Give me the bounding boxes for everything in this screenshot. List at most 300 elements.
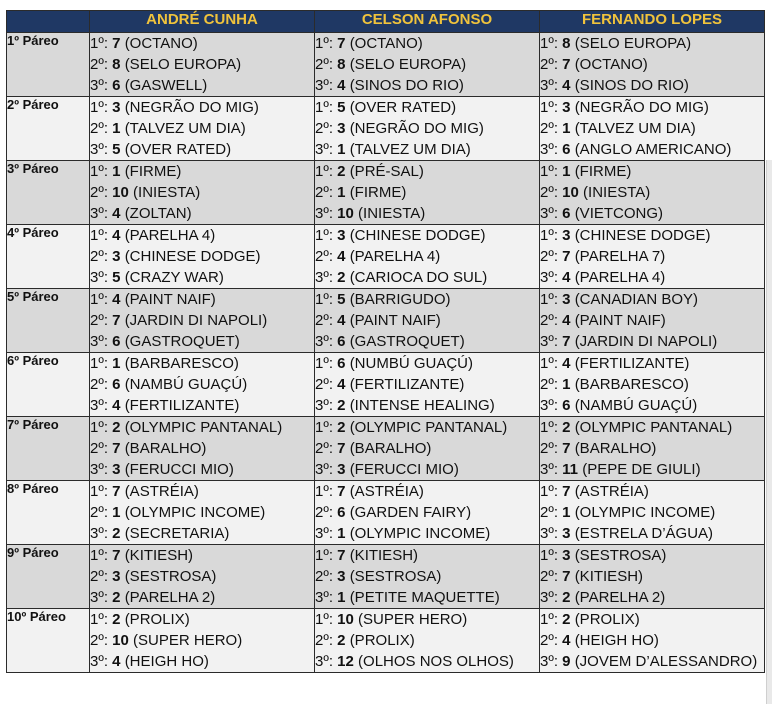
- pick-number: 7: [112, 312, 121, 329]
- horse-name: (GASTROQUET): [349, 333, 465, 350]
- pick-number: 5: [337, 291, 346, 308]
- pick-number: 4: [562, 632, 571, 649]
- pick-number: 6: [562, 205, 571, 222]
- horse-name: (PROLIX): [574, 611, 640, 628]
- pick-number: 1: [337, 525, 346, 542]
- pick-number: 4: [112, 653, 121, 670]
- pick-position: 2º:: [540, 504, 558, 521]
- pick-position: 1º:: [540, 355, 558, 372]
- pick-number: 4: [337, 248, 346, 265]
- pick-line: [315, 523, 539, 544]
- picks-cell-fernando-lopes: [540, 225, 765, 289]
- pick-number: 7: [337, 483, 346, 500]
- pick-number: 1: [112, 120, 121, 137]
- horse-name: (ASTRÉIA): [574, 483, 649, 500]
- horse-name: (PROLIX): [349, 632, 415, 649]
- horse-name: (OLYMPIC INCOME): [574, 504, 716, 521]
- pick-line: [90, 75, 314, 96]
- pick-line: [90, 225, 314, 246]
- pick-number: 3: [562, 227, 571, 244]
- pick-line: [90, 267, 314, 288]
- pick-position: 1º:: [315, 355, 333, 372]
- horse-name: (INIESTA): [358, 205, 426, 222]
- pick-number: 4: [112, 397, 121, 414]
- pick-position: 1º:: [90, 355, 108, 372]
- header-cell-fernando-lopes: FERNANDO LOPES: [540, 11, 765, 33]
- pick-number: 6: [562, 397, 571, 414]
- pick-number: 2: [562, 589, 571, 606]
- pick-number: 1: [337, 589, 346, 606]
- horse-name: (ESTRELA D’ÁGUA): [574, 525, 714, 542]
- pick-number: 2: [112, 589, 121, 606]
- pick-number: 5: [112, 141, 121, 158]
- pick-number: 4: [562, 355, 571, 372]
- horse-name: (NEGRÃO DO MIG): [124, 99, 259, 116]
- table-row: [7, 353, 765, 417]
- pick-position: 1º:: [315, 483, 333, 500]
- pick-position: 2º:: [540, 248, 558, 265]
- pick-position: 2º:: [315, 632, 333, 649]
- horse-name: (SECRETARIA): [124, 525, 230, 542]
- picks-cell-celson-afonso: [315, 417, 540, 481]
- pick-number: 3: [112, 461, 121, 478]
- pick-number: 1: [337, 141, 346, 158]
- pick-line: [90, 395, 314, 416]
- pick-line: [540, 203, 764, 224]
- header-row: [7, 11, 765, 33]
- pick-position: 3º:: [315, 589, 333, 606]
- horse-name: (BARALHO): [349, 440, 432, 457]
- table-row: [7, 161, 765, 225]
- pick-number: 7: [562, 56, 571, 73]
- horse-name: (PEPE DE GIULI): [582, 461, 701, 478]
- horse-name: (INIESTA): [133, 184, 201, 201]
- pick-position: 3º:: [540, 333, 558, 350]
- pick-position: 3º:: [540, 653, 558, 670]
- horse-name: (ZOLTAN): [124, 205, 192, 222]
- pick-number: 6: [337, 504, 346, 521]
- pick-position: 2º:: [315, 184, 333, 201]
- pick-number: 11: [562, 461, 579, 478]
- pick-number: 2: [112, 525, 121, 542]
- pick-number: 1: [562, 163, 571, 180]
- picks-cell-fernando-lopes: [540, 289, 765, 353]
- pick-position: 1º:: [540, 419, 558, 436]
- picks-cell-celson-afonso: [315, 353, 540, 417]
- horse-name: (PROLIX): [124, 611, 190, 628]
- pick-position: 1º:: [90, 547, 108, 564]
- pick-position: 2º:: [90, 440, 108, 457]
- pick-position: 2º:: [540, 312, 558, 329]
- pick-line: [90, 33, 314, 54]
- horse-name: (SINOS DO RIO): [574, 77, 689, 94]
- pick-position: 3º:: [540, 589, 558, 606]
- horse-name: (OCTANO): [124, 35, 198, 52]
- pick-line: [315, 310, 539, 331]
- picks-cell-fernando-lopes: [540, 545, 765, 609]
- race-label: 9º Páreo: [7, 545, 90, 609]
- pick-number: 1: [112, 504, 121, 521]
- race-label: 10º Páreo: [7, 609, 90, 673]
- pick-position: 3º:: [540, 397, 558, 414]
- pick-position: 3º:: [315, 653, 333, 670]
- picks-cell-fernando-lopes: [540, 417, 765, 481]
- pick-line: [540, 651, 764, 672]
- horse-name: (FERTILIZANTE): [574, 355, 690, 372]
- horse-name: (CANADIAN BOY): [574, 291, 699, 308]
- horse-name: (ANGLO AMERICANO): [574, 141, 732, 158]
- horse-name: (BARBARESCO): [574, 376, 689, 393]
- picks-cell-fernando-lopes: [540, 481, 765, 545]
- pick-line: [90, 481, 314, 502]
- picks-cell-andre-cunha: [90, 417, 315, 481]
- horse-name: (TALVEZ UM DIA): [124, 120, 246, 137]
- pick-line: [540, 417, 764, 438]
- pick-number: 5: [337, 99, 346, 116]
- horse-name: (SESTROSA): [574, 547, 667, 564]
- horse-name: (CARIOCA DO SUL): [349, 269, 488, 286]
- table-row: [7, 417, 765, 481]
- horse-name: (PARELHA 2): [124, 589, 216, 606]
- horse-name: (OVER RATED): [349, 99, 457, 116]
- pick-position: 1º:: [90, 35, 108, 52]
- pick-line: [540, 182, 764, 203]
- horse-name: (BARALHO): [574, 440, 657, 457]
- horse-name: (FIRME): [124, 163, 182, 180]
- horse-name: (OLYMPIC PANTANAL): [124, 419, 283, 436]
- header-corner-cell: [7, 11, 90, 33]
- pick-number: 3: [562, 525, 571, 542]
- pick-line: [540, 118, 764, 139]
- horse-name: (PAINT NAIF): [124, 291, 216, 308]
- pick-line: [315, 651, 539, 672]
- horse-name: (NAMBÚ GUAÇÚ): [574, 397, 698, 414]
- pick-position: 1º:: [540, 483, 558, 500]
- race-label: 3º Páreo: [7, 161, 90, 225]
- table-row: [7, 609, 765, 673]
- pick-number: 3: [562, 99, 571, 116]
- race-label: 1º Páreo: [7, 33, 90, 97]
- picks-cell-andre-cunha: [90, 161, 315, 225]
- horse-name: (PARELHA 4): [124, 227, 216, 244]
- pick-line: [90, 139, 314, 160]
- pick-line: [540, 310, 764, 331]
- horse-name: (INTENSE HEALING): [349, 397, 495, 414]
- picks-cell-celson-afonso: [315, 545, 540, 609]
- pick-line: [315, 630, 539, 651]
- picks-cell-celson-afonso: [315, 609, 540, 673]
- pick-number: 2: [337, 163, 346, 180]
- pick-number: 1: [562, 504, 571, 521]
- horse-name: (OLYMPIC INCOME): [349, 525, 491, 542]
- pick-number: 3: [562, 291, 571, 308]
- pick-line: [540, 246, 764, 267]
- pick-position: 3º:: [540, 141, 558, 158]
- picks-cell-celson-afonso: [315, 481, 540, 545]
- pick-position: 3º:: [315, 269, 333, 286]
- pick-position: 1º:: [540, 227, 558, 244]
- pick-number: 3: [112, 568, 121, 585]
- pick-number: 4: [562, 77, 571, 94]
- table-row: [7, 225, 765, 289]
- pick-number: 3: [337, 568, 346, 585]
- pick-line: [540, 97, 764, 118]
- pick-line: [540, 161, 764, 182]
- pick-position: 2º:: [90, 248, 108, 265]
- pick-number: 2: [337, 419, 346, 436]
- pick-position: 1º:: [540, 163, 558, 180]
- picks-cell-fernando-lopes: [540, 97, 765, 161]
- pick-position: 2º:: [315, 248, 333, 265]
- horse-name: (FERUCCI MIO): [124, 461, 234, 478]
- pick-number: 4: [562, 312, 571, 329]
- pick-number: 1: [562, 376, 571, 393]
- race-label: 5º Páreo: [7, 289, 90, 353]
- horse-name: (JARDIN DI NAPOLI): [124, 312, 268, 329]
- pick-position: 2º:: [540, 568, 558, 585]
- pick-line: [90, 246, 314, 267]
- pick-position: 1º:: [315, 419, 333, 436]
- horse-name: (GASWELL): [124, 77, 208, 94]
- pick-number: 4: [337, 77, 346, 94]
- horse-name: (OCTANO): [349, 35, 423, 52]
- pick-position: 1º:: [315, 99, 333, 116]
- pick-line: [315, 587, 539, 608]
- pick-number: 2: [337, 269, 346, 286]
- picks-cell-andre-cunha: [90, 545, 315, 609]
- pick-line: [540, 630, 764, 651]
- horse-name: (CHINESE DODGE): [349, 227, 486, 244]
- pick-number: 7: [562, 568, 571, 585]
- pick-number: 2: [112, 419, 121, 436]
- pick-number: 1: [112, 163, 121, 180]
- race-label: 6º Páreo: [7, 353, 90, 417]
- horse-name: (FERUCCI MIO): [349, 461, 459, 478]
- pick-line: [90, 523, 314, 544]
- horse-name: (PARELHA 4): [574, 269, 666, 286]
- tips-sheet: [6, 10, 765, 673]
- pick-number: 1: [562, 120, 571, 137]
- pick-line: [90, 161, 314, 182]
- pick-position: 2º:: [540, 120, 558, 137]
- header-cell-celson-afonso: CELSON AFONSO: [315, 11, 540, 33]
- horse-name: (ASTRÉIA): [349, 483, 424, 500]
- pick-position: 1º:: [90, 291, 108, 308]
- pick-number: 10: [562, 184, 579, 201]
- pick-position: 2º:: [90, 56, 108, 73]
- pick-number: 2: [562, 611, 571, 628]
- pick-position: 3º:: [90, 77, 108, 94]
- pick-position: 2º:: [315, 568, 333, 585]
- horse-name: (ASTRÉIA): [124, 483, 199, 500]
- table-row: [7, 545, 765, 609]
- pick-position: 2º:: [315, 376, 333, 393]
- pick-line: [315, 502, 539, 523]
- pick-line: [90, 438, 314, 459]
- pick-line: [90, 459, 314, 480]
- pick-number: 10: [337, 611, 354, 628]
- horse-name: (SUPER HERO): [133, 632, 243, 649]
- horse-name: (SELO EUROPA): [574, 35, 692, 52]
- pick-position: 3º:: [315, 333, 333, 350]
- horse-name: (PETITE MAQUETTE): [349, 589, 500, 606]
- pick-position: 1º:: [540, 611, 558, 628]
- horse-name: (HEIGH HO): [124, 653, 209, 670]
- tips-body: [7, 33, 765, 673]
- pick-position: 3º:: [90, 525, 108, 542]
- horse-name: (OVER RATED): [124, 141, 232, 158]
- horse-name: (CRAZY WAR): [124, 269, 224, 286]
- pick-position: 3º:: [90, 397, 108, 414]
- horse-name: (BARBARESCO): [124, 355, 239, 372]
- picks-cell-andre-cunha: [90, 353, 315, 417]
- pick-position: 1º:: [315, 163, 333, 180]
- pick-line: [540, 139, 764, 160]
- pick-line: [315, 75, 539, 96]
- pick-number: 3: [112, 99, 121, 116]
- horse-name: (FIRME): [574, 163, 632, 180]
- pick-line: [315, 395, 539, 416]
- pick-position: 3º:: [315, 141, 333, 158]
- horse-name: (OLYMPIC INCOME): [124, 504, 266, 521]
- pick-position: 3º:: [315, 205, 333, 222]
- horse-name: (KITIESH): [124, 547, 194, 564]
- pick-position: 2º:: [315, 120, 333, 137]
- pick-position: 2º:: [90, 184, 108, 201]
- pick-number: 4: [112, 291, 121, 308]
- pick-position: 3º:: [315, 397, 333, 414]
- pick-line: [90, 630, 314, 651]
- pick-line: [315, 459, 539, 480]
- horse-name: (GASTROQUET): [124, 333, 240, 350]
- horse-name: (OCTANO): [574, 56, 648, 73]
- horse-name: (PARELHA 2): [574, 589, 666, 606]
- pick-position: 1º:: [315, 35, 333, 52]
- pick-line: [90, 651, 314, 672]
- horse-name: (CHINESE DODGE): [574, 227, 711, 244]
- pick-line: [90, 289, 314, 310]
- pick-number: 10: [337, 205, 354, 222]
- picks-cell-fernando-lopes: [540, 161, 765, 225]
- pick-number: 4: [337, 312, 346, 329]
- picks-cell-andre-cunha: [90, 289, 315, 353]
- pick-position: 3º:: [540, 461, 558, 478]
- horse-name: (SELO EUROPA): [349, 56, 467, 73]
- pick-line: [315, 203, 539, 224]
- pick-line: [540, 33, 764, 54]
- pick-line: [540, 54, 764, 75]
- horse-name: (PRÉ-SAL): [349, 163, 424, 180]
- pick-line: [90, 417, 314, 438]
- pick-number: 2: [562, 419, 571, 436]
- pick-position: 1º:: [90, 611, 108, 628]
- pick-line: [315, 353, 539, 374]
- pick-number: 1: [337, 184, 346, 201]
- pick-number: 4: [112, 227, 121, 244]
- picks-cell-celson-afonso: [315, 289, 540, 353]
- pick-number: 8: [337, 56, 346, 73]
- pick-number: 1: [112, 355, 121, 372]
- pick-position: 3º:: [90, 461, 108, 478]
- tips-table: [6, 10, 765, 673]
- pick-position: 1º:: [315, 227, 333, 244]
- pick-line: [315, 609, 539, 630]
- pick-number: 2: [112, 611, 121, 628]
- pick-line: [540, 523, 764, 544]
- horse-name: (JOVEM D’ALESSANDRO): [574, 653, 758, 670]
- pick-number: 3: [337, 227, 346, 244]
- pick-line: [90, 97, 314, 118]
- horse-name: (SUPER HERO): [358, 611, 468, 628]
- horse-name: (PAINT NAIF): [574, 312, 666, 329]
- pick-position: 2º:: [540, 56, 558, 73]
- horse-name: (PAINT NAIF): [349, 312, 441, 329]
- picks-cell-andre-cunha: [90, 225, 315, 289]
- horse-name: (NUMBÚ GUAÇÚ): [349, 355, 474, 372]
- pick-position: 1º:: [540, 547, 558, 564]
- pick-line: [315, 225, 539, 246]
- pick-line: [315, 182, 539, 203]
- pick-line: [540, 267, 764, 288]
- horse-name: (SESTROSA): [349, 568, 442, 585]
- pick-line: [315, 33, 539, 54]
- pick-position: 2º:: [90, 504, 108, 521]
- pick-position: 2º:: [90, 632, 108, 649]
- pick-line: [315, 417, 539, 438]
- pick-position: 2º:: [90, 120, 108, 137]
- horse-name: (BARALHO): [124, 440, 207, 457]
- pick-number: 7: [337, 440, 346, 457]
- pick-number: 7: [337, 547, 346, 564]
- pick-number: 8: [562, 35, 571, 52]
- horse-name: (OLYMPIC PANTANAL): [574, 419, 733, 436]
- pick-number: 7: [562, 333, 571, 350]
- pick-line: [90, 182, 314, 203]
- pick-line: [315, 118, 539, 139]
- horse-name: (SINOS DO RIO): [349, 77, 464, 94]
- pick-position: 2º:: [540, 440, 558, 457]
- pick-number: 4: [112, 205, 121, 222]
- pick-number: 7: [562, 440, 571, 457]
- pick-position: 1º:: [315, 291, 333, 308]
- picks-cell-celson-afonso: [315, 97, 540, 161]
- pick-position: 2º:: [90, 568, 108, 585]
- pick-number: 3: [112, 248, 121, 265]
- pick-position: 1º:: [315, 611, 333, 628]
- horse-name: (TALVEZ UM DIA): [349, 141, 471, 158]
- pick-position: 1º:: [90, 99, 108, 116]
- pick-position: 1º:: [540, 35, 558, 52]
- pick-number: 7: [337, 35, 346, 52]
- race-label: 2º Páreo: [7, 97, 90, 161]
- pick-line: [315, 54, 539, 75]
- pick-number: 3: [337, 120, 346, 137]
- horse-name: (INIESTA): [583, 184, 651, 201]
- horse-name: (OLYMPIC PANTANAL): [349, 419, 508, 436]
- pick-line: [540, 609, 764, 630]
- right-scrollbar[interactable]: [766, 160, 772, 704]
- horse-name: (PARELHA 4): [349, 248, 441, 265]
- pick-position: 3º:: [90, 333, 108, 350]
- horse-name: (KITIESH): [574, 568, 644, 585]
- pick-line: [90, 353, 314, 374]
- horse-name: (FERTILIZANTE): [349, 376, 465, 393]
- pick-number: 6: [562, 141, 571, 158]
- race-label: 7º Páreo: [7, 417, 90, 481]
- pick-position: 1º:: [315, 547, 333, 564]
- horse-name: (KITIESH): [349, 547, 419, 564]
- pick-position: 2º:: [540, 184, 558, 201]
